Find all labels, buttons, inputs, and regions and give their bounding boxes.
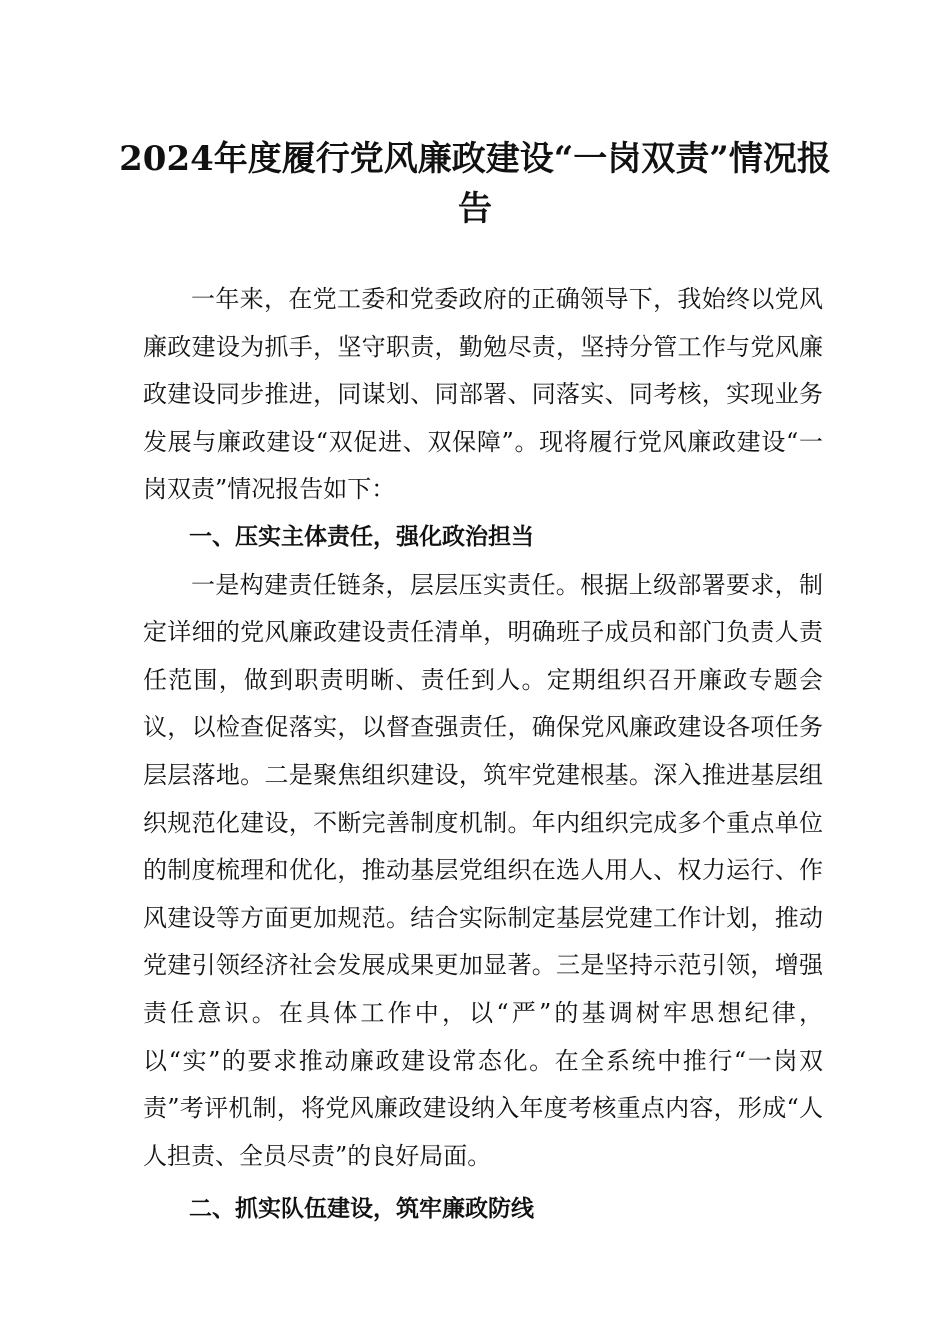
section-heading-1: 一、压实主体责任，强化政治担当 <box>189 523 534 550</box>
document-title: 2024年度履行党风廉政建设“一岗双责”情况报告 <box>119 139 831 229</box>
document-body <box>143 276 823 1234</box>
section-heading-2: 二、抓实队伍建设，筑牢廉政防线 <box>189 1196 534 1223</box>
intro-paragraph: 一年来，在党工委和党委政府的正确领导下，我始终以党风廉政建设为抓手，坚守职责，勤勉尽责，坚持分管工作与党风廉政建设同步推进，同谋划、同部署、同落实、同考核，实现业务发展与廉政建设“双促进、双保障”。现将履行党风廉政建设“一岗双责”情况报告如下： <box>143 285 823 504</box>
section-1-paragraph: 一是构建责任链条，层层压实责任。根据上级部署要求，制定详细的党风廉政建设责任清单，明确班子成员和部门负责人责任范围，做到职责明晰、责任到人。定期组织召开廉政专题会议，以检查促落实，以督查强责任，确保党风廉政建设各项任务层层落地。二是聚焦组织建设，筑牢党建根基。深入推进基层组织规范化建设，不断完善制度机制。年内组织完成多个重点单位的制度梳理和优化，推动基层党组织在选人用人、权力运行、作风建设等方面更加规范。结合实际制定基层党建工作计划，推动党建引领经济社会发展成果更加显著。三是坚持示范引领，增强责任意识。在具体工作中，以“严”的基调树牢思想纪律，以“实”的要求推动廉政建设常态化。在全系统中推行“一岗双责”考评机制，将党风廉政建设纳入年度考核重点内容，形成“人人担责、全员尽责”的良好局面。 <box>143 570 823 1170</box>
